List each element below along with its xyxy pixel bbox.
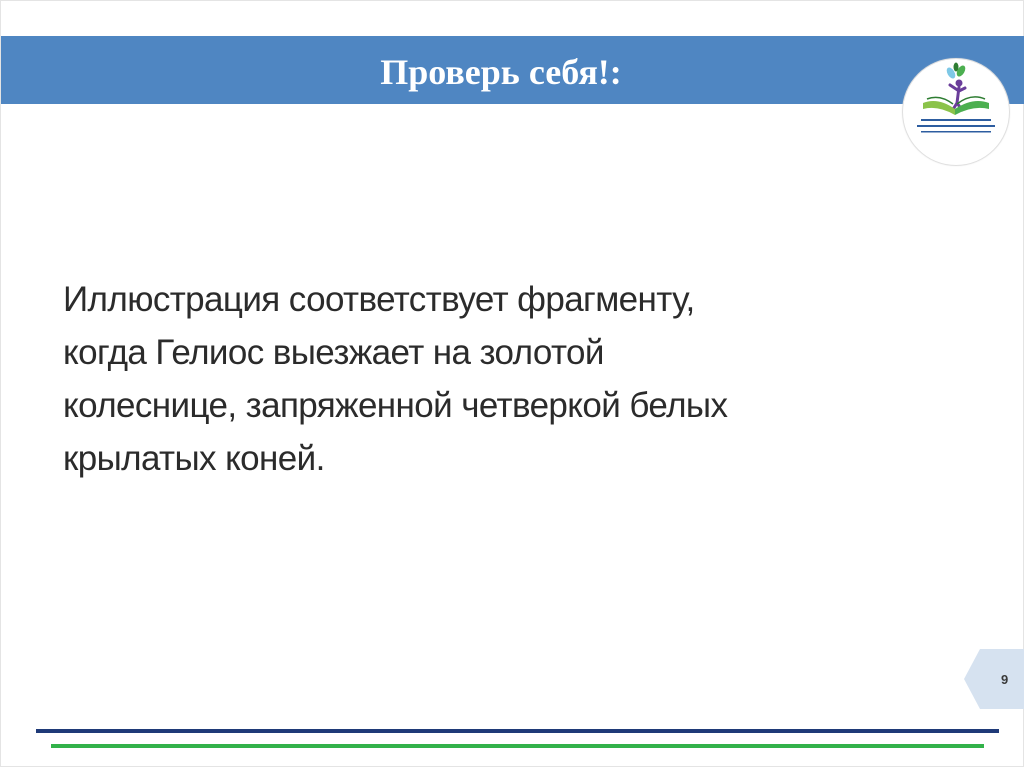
footer-rule-blue	[36, 729, 999, 733]
body-line-2: когда Гелиос выезжает на золотой	[63, 333, 604, 372]
footer-rule-green	[51, 744, 984, 748]
school-logo-icon	[903, 59, 1009, 165]
school-logo-graphic	[903, 59, 1009, 165]
slide-title: Проверь себя!:	[380, 52, 622, 92]
body-line-4: крылатых коней.	[63, 439, 325, 478]
body-line-1: Иллюстрация соответствует фрагменту,	[63, 280, 695, 319]
page-number: 9	[1001, 672, 1009, 687]
slide-body-text	[63, 273, 923, 485]
body-line-3: колеснице, запряженной четверкой белых	[63, 386, 728, 425]
